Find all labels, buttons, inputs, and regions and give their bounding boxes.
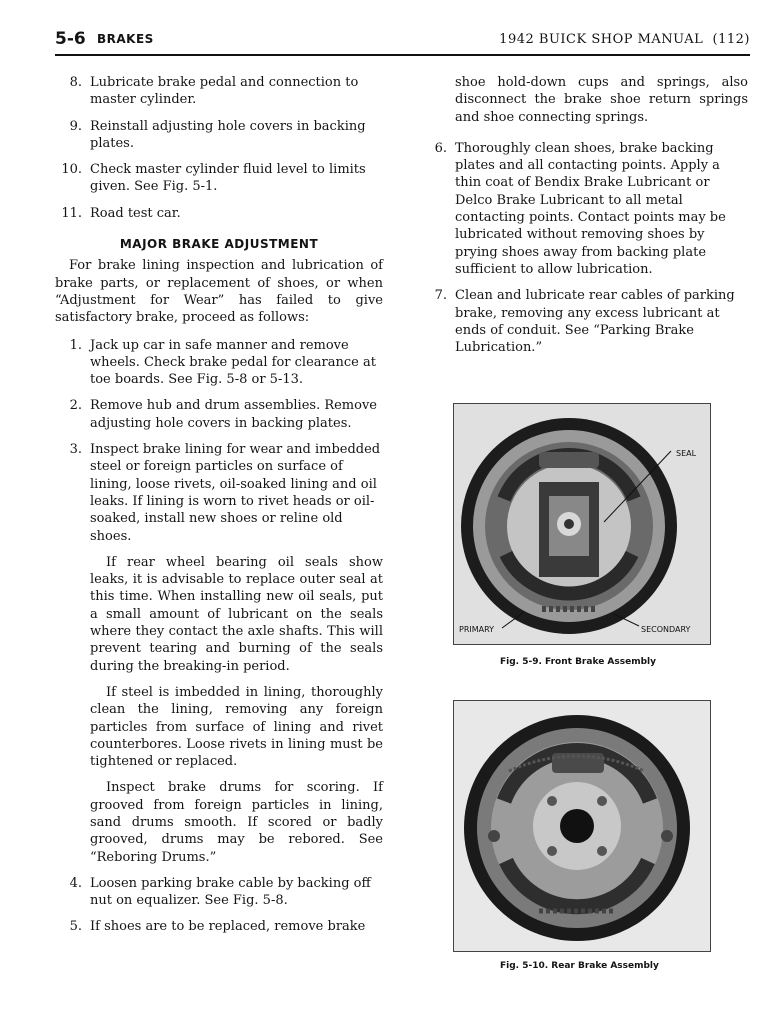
rear-brake-figure [453, 700, 711, 952]
figure-caption-5-10: Fig. 5-10. Rear Brake Assembly [500, 961, 659, 971]
left-column [55, 74, 383, 945]
step-item: 8. Lubricate brake pedal and connection to master cylinder. [69, 75, 359, 108]
page-number: (112) [712, 32, 750, 47]
section-heading: MAJOR BRAKE ADJUSTMENT [119, 237, 319, 252]
step-item: 10. Check master cylinder fluid level to limits given. See Fig. 5-1. [61, 162, 366, 195]
sub-paragraph: If steel is imbedded in lining, thoroughly clean the lining, removing any foreign particles from surface of lining and rivet counterbores. Loose rivets in lining must be tightened or replaced. [90, 684, 383, 770]
page-section-number: 5-6 [55, 29, 86, 49]
figure-caption-5-9: Fig. 5-9. Front Brake Assembly [500, 657, 656, 667]
right-column [420, 74, 748, 365]
step-item: 4. Loosen parking brake cable by backing off nut on equalizer. See Fig. 5-8. [69, 875, 371, 909]
step-item: 5. If shoes are to be replaced, remove brake [69, 919, 366, 935]
secondary-label: SECONDARY [641, 625, 691, 634]
sub-paragraph: Inspect brake drums for scoring. If grooved from foreign particles in lining, sand drums smooth. If scored or badly grooved, drums may be rebored. See “Reboring Drums.” [90, 780, 383, 865]
sub-paragraph: If rear wheel bearing oil seals show leaks, it is advisable to replace outer seal at this time. When installing new oil seals, put a small amount of lubricant on the seals where they contact the axle shafts. This will prevent tearing and burning of the seals during the breaking-in period. [90, 554, 383, 674]
step-item: 1. Jack up car in safe manner and remove wheels. Check brake pedal for clearance at toe boards. See Fig. 5-8 or 5-13. [69, 337, 376, 388]
primary-label: PRIMARY [459, 625, 495, 634]
continuation-paragraph: shoe hold-down cups and springs, also disconnect the brake shoe return springs and shoe connecting springs. [455, 75, 748, 125]
step-item: 7. Clean and lubricate rear cables of parking brake, removing any excess lubricant at ends of conduit. See “Parking Brake Lubrication.” [434, 288, 735, 356]
front-brake-figure [453, 403, 711, 645]
intro-paragraph: For brake lining inspection and lubrication of brake parts, or replacement of shoes, or when “Adjustment for Wear” has failed to give satisfactory brake, proceed as follows: [55, 258, 383, 326]
rear-brake-illustration [454, 701, 710, 951]
step-item: 11. Road test car. [61, 205, 181, 221]
page-header [55, 28, 750, 56]
seal-label: SEAL [676, 449, 697, 458]
step-item: 2. Remove hub and drum assemblies. Remove adjusting hole covers in backing plates. [69, 398, 378, 431]
step-item: 3. Inspect brake lining for wear and imbedded steel or foreign particles on surface of lining, loose rivets, oil-soaked lining and oil leaks. If lining is worn to rivet heads or oil-soaked, install new shoes or reline old shoes. [69, 442, 381, 544]
step-item: 9. Reinstall adjusting hole covers in backing plates. [69, 118, 366, 151]
section-title: BRAKES [97, 32, 154, 46]
step-item: 6. Thoroughly clean shoes, brake backing plates and all contacting points. Apply a thin coat of Bendix Brake Lubricant or Delco Brake Lubricant to all metal contacting points. Contact points may be lubricated without removing shoes by prying shoes away from backing plate sufficient to allow lubrication. [434, 140, 726, 277]
manual-title: 1942 BUICK SHOP MANUAL (112) [499, 32, 750, 47]
front-brake-illustration [454, 404, 710, 644]
